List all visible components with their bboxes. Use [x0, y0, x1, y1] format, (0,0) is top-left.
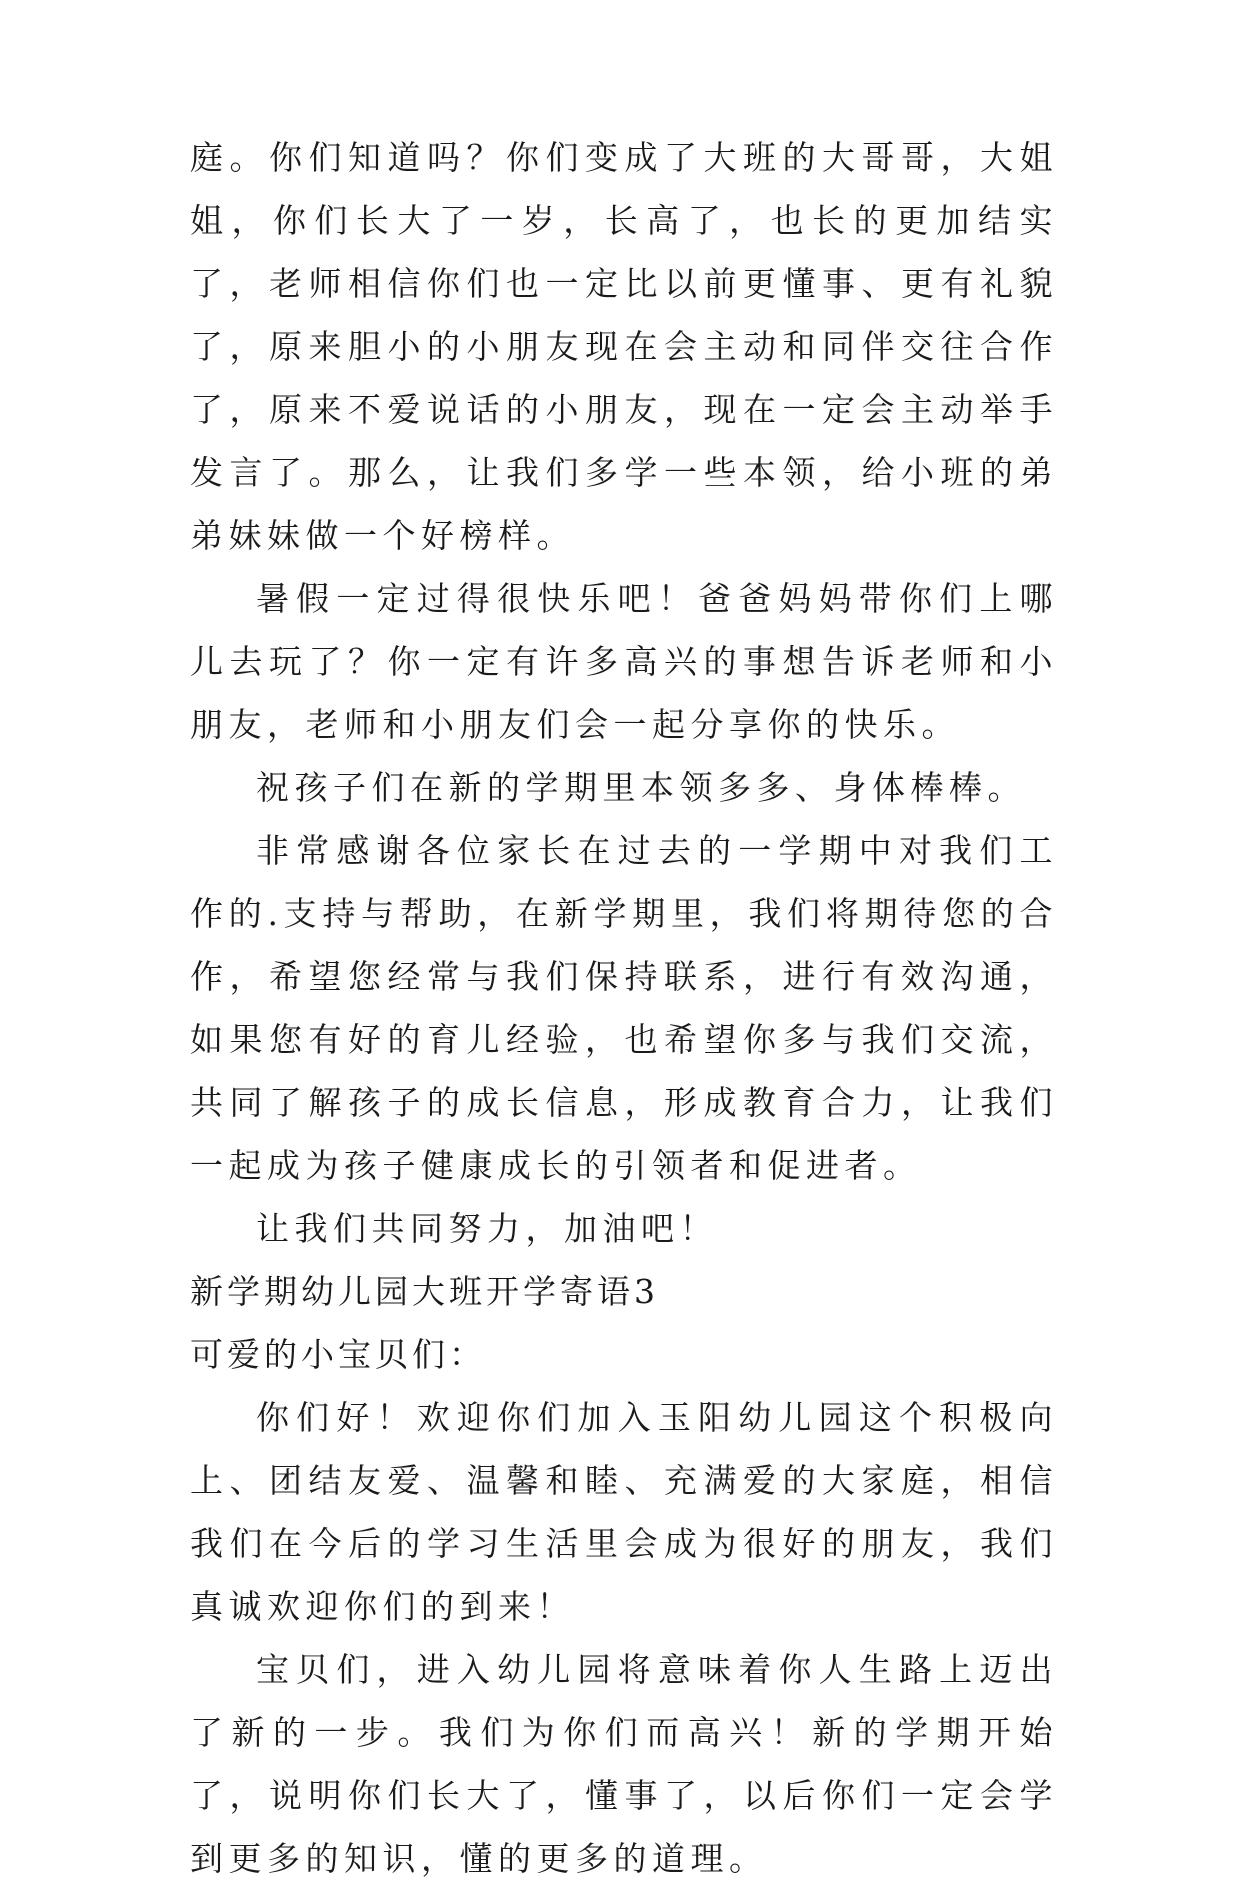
paragraph-continuation: 庭。你们知道吗？你们变成了大班的大哥哥，大姐姐，你们长大了一岁，长高了，也长的更加结实了，老师相信你们也一定比以前更懂事、更有礼貌了，原来胆小的小朋友现在会主动和同伴交往合作了，原来不爱说话的小朋友，现在一定会主动举手发言了。那么，让我们多学一些本领，给小班的弟弟妹妹做一个好榜样。 [190, 138, 1058, 555]
paragraph-welcome: 你们好！欢迎你们加入玉阳幼儿园这个积极向上、团结友爱、温馨和睦、充满爱的大家庭，相信我们在今后的学习生活里会成为很好的朋友，我们真诚欢迎你们的到来！ [190, 1398, 1058, 1626]
paragraph-summer: 暑假一定过得很快乐吧！爸爸妈妈带你们上哪儿去玩了？你一定有许多高兴的事想告诉老师和小朋友，老师和小朋友们会一起分享你的快乐。 [190, 579, 1058, 744]
paragraph-new-step: 宝贝们，进入幼儿园将意味着你人生路上迈出了新的一步。我们为你们而高兴！新的学期开始了，说明你们长大了，懂事了，以后你们一定会学到更多的知识，懂的更多的道理。 [190, 1650, 1058, 1878]
paragraph-wish: 祝孩子们在新的学期里本领多多、身体棒棒。 [256, 768, 1026, 807]
section-heading: 新学期幼儿园大班开学寄语3 [190, 1272, 659, 1311]
salutation: 可爱的小宝贝们： [190, 1335, 486, 1374]
document-page [190, 126, 1058, 1890]
paragraph-thanks-parents: 非常感谢各位家长在过去的一学期中对我们工作的.支持与帮助，在新学期里，我们将期待您的合作，希望您经常与我们保持联系，进行有效沟通，如果您有好的育儿经验，也希望你多与我们交流，共同了解孩子的成长信息，形成教育合力，让我们一起成为孩子健康成长的引领者和促进者。 [190, 831, 1058, 1185]
paragraph-encourage: 让我们共同努力，加油吧！ [256, 1209, 718, 1248]
